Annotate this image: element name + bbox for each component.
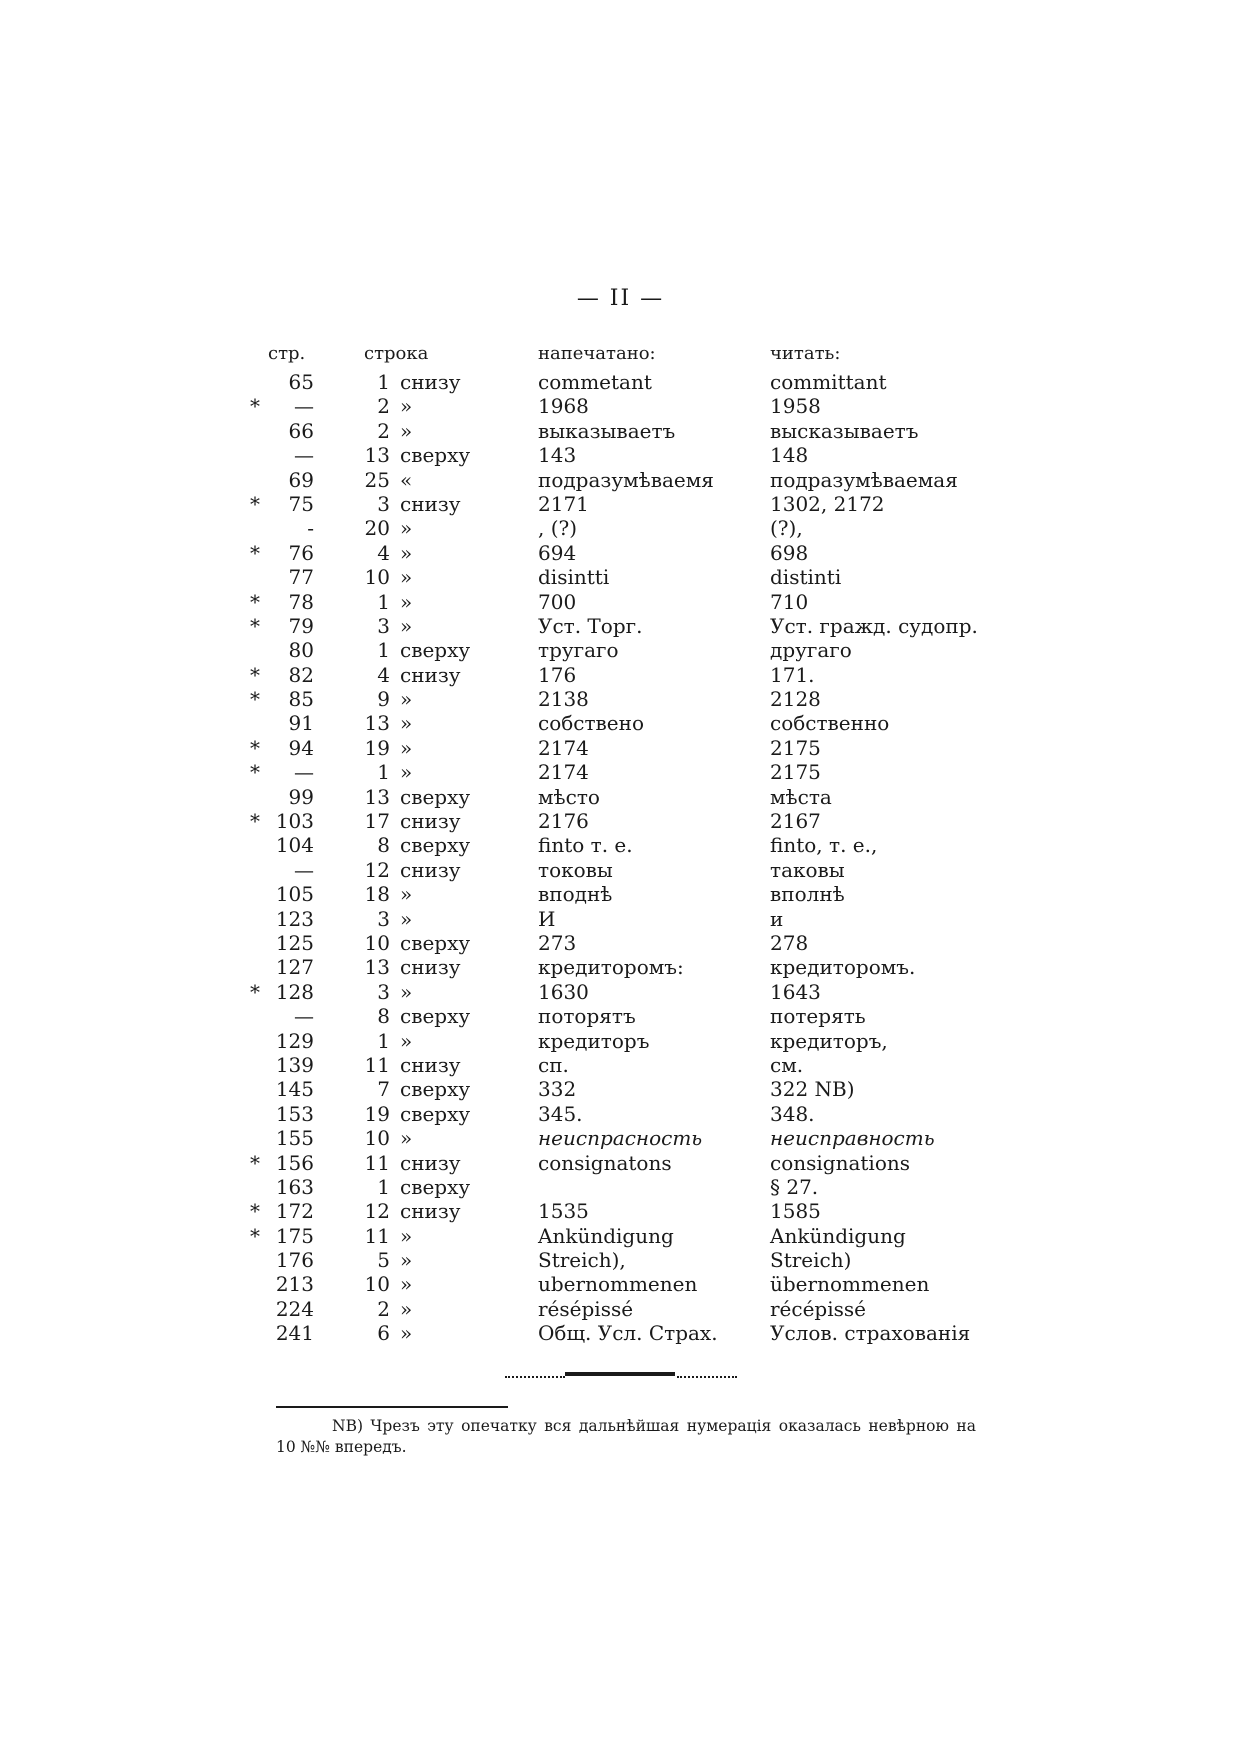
footnote-rule	[276, 1406, 508, 1408]
line-cell: 13	[364, 711, 390, 736]
line-cell: 2	[377, 1296, 390, 1321]
read-cell: высказываетъ	[770, 418, 919, 443]
direction-cell: сверху	[400, 784, 471, 809]
line-cell: 5	[377, 1248, 390, 1273]
printed-cell: 332	[538, 1077, 577, 1102]
page-cell: 155	[275, 1126, 314, 1151]
table-row	[250, 541, 1010, 565]
direction-cell: «	[400, 467, 413, 492]
printed-cell: 2176	[538, 809, 589, 834]
page-cell: 175	[275, 1223, 314, 1248]
table-row	[250, 492, 1010, 516]
page-cell: 91	[288, 711, 314, 736]
marker-star: *	[250, 1150, 260, 1175]
page-cell: 105	[275, 882, 314, 907]
table-row	[250, 443, 1010, 467]
line-cell: 1	[377, 589, 390, 614]
line-cell: 13	[364, 955, 390, 980]
direction-cell: »	[400, 540, 413, 565]
page-cell: 129	[275, 1028, 314, 1053]
direction-cell: »	[400, 1296, 413, 1321]
line-cell: 18	[364, 882, 390, 907]
page-cell: 127	[275, 955, 314, 980]
line-cell: 8	[377, 1004, 390, 1029]
printed-cell: вподнѣ	[538, 882, 613, 907]
marker-star: *	[250, 491, 260, 516]
page-cell: 85	[288, 687, 314, 712]
line-cell: 2	[377, 418, 390, 443]
table-row	[250, 809, 1010, 833]
direction-cell: »	[400, 906, 413, 931]
direction-cell: снизу	[400, 857, 461, 882]
table-row	[250, 1151, 1010, 1175]
printed-cell: résépissé	[538, 1296, 634, 1321]
table-row	[250, 394, 1010, 418]
line-cell: 1	[377, 638, 390, 663]
line-cell: 17	[364, 809, 390, 834]
page-cell: 66	[288, 418, 314, 443]
read-cell: 348.	[770, 1101, 815, 1126]
printed-cell: И	[538, 906, 556, 931]
table-row	[250, 1029, 1010, 1053]
read-cell: неисправность	[770, 1126, 935, 1151]
direction-cell: »	[400, 1272, 413, 1297]
page-cell: 77	[288, 565, 314, 590]
read-cell: 148	[770, 443, 809, 468]
printed-cell: 345.	[538, 1101, 583, 1126]
line-cell: 3	[377, 491, 390, 516]
read-cell: 1302, 2172	[770, 491, 885, 516]
marker-star: *	[250, 809, 260, 834]
marker-star: *	[250, 760, 260, 785]
line-cell: 1	[377, 370, 390, 394]
table-row	[250, 1126, 1010, 1150]
printed-cell: 273	[538, 930, 577, 955]
printed-cell: токовы	[538, 857, 613, 882]
printed-cell: 2138	[538, 687, 589, 712]
marker-star: *	[250, 735, 260, 760]
printed-cell: 700	[538, 589, 577, 614]
direction-cell: снизу	[400, 955, 461, 980]
table-row	[250, 1175, 1010, 1199]
read-cell: 2167	[770, 809, 821, 834]
line-cell: 3	[377, 906, 390, 931]
table-row	[250, 711, 1010, 735]
direction-cell: »	[400, 1126, 413, 1151]
read-cell: 322 NB)	[770, 1077, 855, 1102]
page-cell: 75	[288, 491, 314, 516]
header-read: читать:	[770, 343, 841, 364]
line-cell: 3	[377, 613, 390, 638]
direction-cell: сверху	[400, 1174, 471, 1199]
direction-cell: сверху	[400, 930, 471, 955]
read-cell: собственно	[770, 711, 890, 736]
table-row	[250, 468, 1010, 492]
line-cell: 1	[377, 760, 390, 785]
printed-cell: 176	[538, 662, 577, 687]
marker-star: *	[250, 540, 260, 565]
header-line: строка	[364, 343, 429, 364]
direction-cell: »	[400, 882, 413, 907]
direction-cell: »	[400, 687, 413, 712]
table-row	[250, 638, 1010, 662]
line-cell: 11	[364, 1052, 390, 1077]
errata-rows	[250, 370, 1010, 1346]
table-row	[250, 980, 1010, 1004]
printed-cell: commetant	[538, 370, 652, 394]
printed-cell: Streich),	[538, 1248, 626, 1273]
line-cell: 11	[364, 1223, 390, 1248]
page-cell: 76	[288, 540, 314, 565]
printed-cell: Уст. Торг.	[538, 613, 643, 638]
page-cell: 213	[275, 1272, 314, 1297]
read-cell: Уст. гражд. судопр.	[770, 613, 978, 638]
printed-cell: 694	[538, 540, 577, 565]
printed-cell: Общ. Усл. Страх.	[538, 1321, 718, 1346]
direction-cell: снизу	[400, 1150, 461, 1175]
page-cell: 94	[288, 735, 314, 760]
marker-star: *	[250, 687, 260, 712]
direction-cell: »	[400, 1028, 413, 1053]
direction-cell: »	[400, 735, 413, 760]
table-row	[250, 931, 1010, 955]
printed-cell: тругаго	[538, 638, 619, 663]
printed-cell: сп.	[538, 1052, 569, 1077]
page-cell: —	[294, 1004, 314, 1029]
table-row	[250, 1102, 1010, 1126]
printed-cell: 143	[538, 443, 577, 468]
printed-cell: 1968	[538, 394, 589, 419]
line-cell: 3	[377, 979, 390, 1004]
printed-cell: 2171	[538, 491, 589, 516]
direction-cell: »	[400, 979, 413, 1004]
marker-star: *	[250, 613, 260, 638]
printed-cell: выказываетъ	[538, 418, 676, 443]
table-row	[250, 833, 1010, 857]
table-row	[250, 565, 1010, 589]
page-cell: -	[307, 516, 314, 541]
read-cell: Ankündigung	[770, 1223, 906, 1248]
table-row	[250, 614, 1010, 638]
line-cell: 19	[364, 735, 390, 760]
line-cell: 10	[364, 1272, 390, 1297]
direction-cell: снизу	[400, 370, 461, 394]
page-cell: 156	[275, 1150, 314, 1175]
read-cell: 2128	[770, 687, 821, 712]
read-cell: 710	[770, 589, 809, 614]
page-cell: 80	[288, 638, 314, 663]
page-cell: 128	[275, 979, 314, 1004]
line-cell: 19	[364, 1101, 390, 1126]
printed-cell: собствено	[538, 711, 645, 736]
read-cell: distinti	[770, 565, 842, 590]
read-cell: 1958	[770, 394, 821, 419]
table-row	[250, 1004, 1010, 1028]
read-cell: committant	[770, 370, 887, 394]
table-row	[250, 955, 1010, 979]
table-row	[250, 1297, 1010, 1321]
read-cell: кредиторомъ.	[770, 955, 916, 980]
direction-cell: »	[400, 394, 413, 419]
page-cell: 125	[275, 930, 314, 955]
printed-cell: 2174	[538, 735, 589, 760]
line-cell: 8	[377, 833, 390, 858]
printed-cell: consignatons	[538, 1150, 672, 1175]
page-cell: 145	[275, 1077, 314, 1102]
printed-cell: подразумѣваемя	[538, 467, 714, 492]
direction-cell: »	[400, 1321, 413, 1346]
ornamental-divider	[505, 1372, 737, 1376]
page-cell: 103	[275, 809, 314, 834]
line-cell: 1	[377, 1028, 390, 1053]
page-cell: 99	[288, 784, 314, 809]
read-cell: вполнѣ	[770, 882, 845, 907]
table-row	[250, 1248, 1010, 1272]
line-cell: 11	[364, 1150, 390, 1175]
printed-cell: кредиторомъ:	[538, 955, 684, 980]
header-printed: напечатано:	[538, 343, 656, 364]
line-cell: 4	[377, 662, 390, 687]
table-row	[250, 1077, 1010, 1101]
direction-cell: сверху	[400, 1004, 471, 1029]
printed-cell: 1535	[538, 1199, 589, 1224]
line-cell: 10	[364, 930, 390, 955]
line-cell: 10	[364, 1126, 390, 1151]
table-row	[250, 1053, 1010, 1077]
direction-cell: »	[400, 516, 413, 541]
printed-cell: неиспрасность	[538, 1126, 703, 1151]
direction-cell: »	[400, 1223, 413, 1248]
read-cell: таковы	[770, 857, 845, 882]
line-cell: 13	[364, 784, 390, 809]
read-cell: 278	[770, 930, 809, 955]
line-cell: 10	[364, 565, 390, 590]
direction-cell: снизу	[400, 1199, 461, 1224]
printed-cell: 2174	[538, 760, 589, 785]
line-cell: 20	[364, 516, 390, 541]
printed-cell: finto т. е.	[538, 833, 633, 858]
page-cell: 82	[288, 662, 314, 687]
read-cell: 698	[770, 540, 809, 565]
table-row	[250, 516, 1010, 540]
table-row	[250, 1224, 1010, 1248]
marker-star: *	[250, 979, 260, 1004]
read-cell: récépissé	[770, 1296, 866, 1321]
table-row	[250, 590, 1010, 614]
read-cell: см.	[770, 1052, 804, 1077]
table-row	[250, 663, 1010, 687]
page-cell: 69	[288, 467, 314, 492]
read-cell: (?),	[770, 516, 803, 541]
read-cell: другаго	[770, 638, 852, 663]
table-row	[250, 1272, 1010, 1296]
marker-star: *	[250, 589, 260, 614]
printed-cell: Ankündigung	[538, 1223, 674, 1248]
page-number: — II —	[576, 286, 665, 311]
line-cell: 4	[377, 540, 390, 565]
line-cell: 6	[377, 1321, 390, 1346]
read-cell: 2175	[770, 735, 821, 760]
read-cell: 1585	[770, 1199, 821, 1224]
page-cell: 224	[275, 1296, 314, 1321]
page-cell: 79	[288, 613, 314, 638]
read-cell: Услов. страхованія	[770, 1321, 971, 1346]
printed-cell: поторятъ	[538, 1004, 636, 1029]
page-cell: 241	[275, 1321, 314, 1346]
page-cell: 104	[275, 833, 314, 858]
table-row	[250, 687, 1010, 711]
table-row	[250, 736, 1010, 760]
read-cell: consignations	[770, 1150, 911, 1175]
printed-cell: , (?)	[538, 516, 578, 541]
page-cell: —	[294, 760, 314, 785]
printed-cell: 1630	[538, 979, 589, 1004]
direction-cell: сверху	[400, 1101, 471, 1126]
table-row	[250, 907, 1010, 931]
table-row	[250, 858, 1010, 882]
line-cell: 12	[364, 857, 390, 882]
direction-cell: сверху	[400, 1077, 471, 1102]
page-cell: 176	[275, 1248, 314, 1273]
read-cell: 1643	[770, 979, 821, 1004]
printed-cell: мѣсто	[538, 784, 600, 809]
direction-cell: снизу	[400, 1052, 461, 1077]
read-cell: 171.	[770, 662, 815, 687]
direction-cell: »	[400, 418, 413, 443]
page-cell: —	[294, 443, 314, 468]
footnote: NB) Чрезъ эту опечатку вся дальнѣйшая нумерація оказалась невѣрною на 10 №№ впередъ.	[276, 1417, 976, 1456]
page-cell: 123	[275, 906, 314, 931]
errata-table	[250, 342, 1010, 1346]
printed-cell: disintti	[538, 565, 610, 590]
direction-cell: снизу	[400, 809, 461, 834]
table-header	[250, 342, 1010, 370]
read-cell: Streich)	[770, 1248, 852, 1273]
line-cell: 2	[377, 394, 390, 419]
direction-cell: »	[400, 613, 413, 638]
read-cell: finto, т. е.,	[770, 833, 878, 858]
table-row	[250, 370, 1010, 394]
table-row	[250, 1321, 1010, 1345]
direction-cell: »	[400, 589, 413, 614]
marker-star: *	[250, 662, 260, 687]
line-cell: 13	[364, 443, 390, 468]
read-cell: кредиторъ,	[770, 1028, 888, 1053]
page-cell: —	[294, 394, 314, 419]
direction-cell: сверху	[400, 638, 471, 663]
read-cell: § 27.	[770, 1174, 819, 1199]
page-cell: 78	[288, 589, 314, 614]
direction-cell: »	[400, 760, 413, 785]
page-cell: 163	[275, 1174, 314, 1199]
direction-cell: снизу	[400, 491, 461, 516]
line-cell: 1	[377, 1174, 390, 1199]
direction-cell: сверху	[400, 443, 471, 468]
table-row	[250, 419, 1010, 443]
table-row	[250, 1199, 1010, 1223]
read-cell: потерять	[770, 1004, 866, 1029]
printed-cell: кредиторъ	[538, 1028, 650, 1053]
table-row	[250, 760, 1010, 784]
direction-cell: »	[400, 711, 413, 736]
marker-star: *	[250, 394, 260, 419]
page-cell: 172	[275, 1199, 314, 1224]
line-cell: 25	[364, 467, 390, 492]
read-cell: 2175	[770, 760, 821, 785]
direction-cell: »	[400, 565, 413, 590]
read-cell: übernommenen	[770, 1272, 930, 1297]
table-row	[250, 882, 1010, 906]
page-cell: 153	[275, 1101, 314, 1126]
marker-star: *	[250, 1199, 260, 1224]
page-cell: —	[294, 857, 314, 882]
read-cell: и	[770, 906, 784, 931]
printed-cell: ubernommenen	[538, 1272, 698, 1297]
direction-cell: »	[400, 1248, 413, 1273]
page-cell: 65	[288, 370, 314, 394]
page-cell: 139	[275, 1052, 314, 1077]
direction-cell: сверху	[400, 833, 471, 858]
header-page: стр.	[268, 343, 306, 364]
line-cell: 7	[377, 1077, 390, 1102]
read-cell: подразумѣваемая	[770, 467, 958, 492]
read-cell: мѣста	[770, 784, 832, 809]
line-cell: 9	[377, 687, 390, 712]
table-row	[250, 785, 1010, 809]
marker-star: *	[250, 1223, 260, 1248]
line-cell: 12	[364, 1199, 390, 1224]
direction-cell: снизу	[400, 662, 461, 687]
